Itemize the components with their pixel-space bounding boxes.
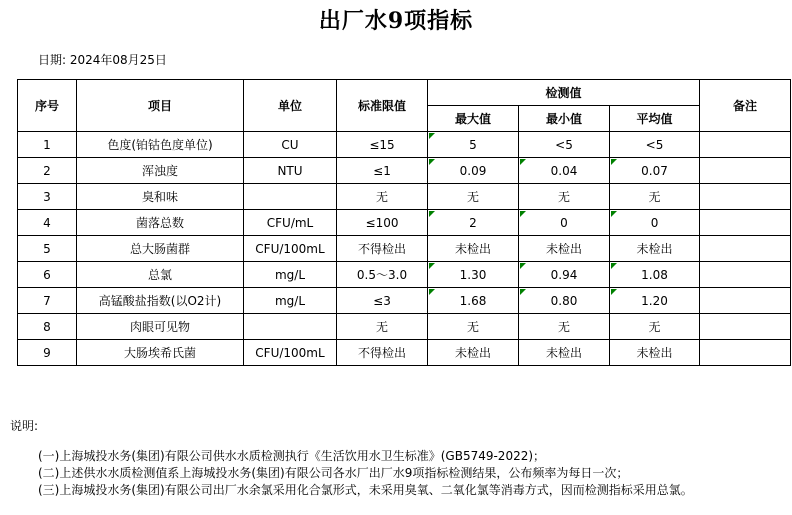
cell-min: 未检出 [519,340,610,366]
cell-min: <5 [519,132,610,158]
cell-avg: 未检出 [610,236,700,262]
header-detection: 检测值 [428,80,700,106]
table-row [18,340,791,366]
water-quality-table [17,79,791,366]
page-title: 出厂水9项指标 [318,8,474,34]
cell-max: 0.09 [428,158,519,184]
cell-no: 6 [18,262,77,288]
cell-remark [700,158,791,184]
cell-max: 无 [428,184,519,210]
cell-limit: ≤100 [337,210,428,236]
cell-min: 无 [519,184,610,210]
cell-item: 肉眼可见物 [77,314,244,340]
cell-item: 总大肠菌群 [77,236,244,262]
cell-limit: ≤3 [337,288,428,314]
cell-item: 臭和味 [77,184,244,210]
cell-max: 2 [428,210,519,236]
report-date: 日期: 2024年08月25日 [38,53,167,67]
cell-remark [700,314,791,340]
cell-unit: mg/L [244,262,337,288]
cell-min: 0.80 [519,288,610,314]
cell-unit: mg/L [244,288,337,314]
note-item-1: (一)上海城投水务(集团)有限公司供水水质检测执行《生活饮用水卫生标准》(GB5749-2022)； [38,449,546,463]
header-max: 最大值 [428,106,519,132]
cell-item: 浑浊度 [77,158,244,184]
cell-remark [700,132,791,158]
cell-limit: 不得检出 [337,340,428,366]
cell-unit: CFU/100mL [244,340,337,366]
table-row [18,184,791,210]
cell-no: 4 [18,210,77,236]
cell-avg: <5 [610,132,700,158]
cell-limit: 无 [337,184,428,210]
cell-max: 无 [428,314,519,340]
cell-unit: NTU [244,158,337,184]
cell-item: 大肠埃希氏菌 [77,340,244,366]
cell-no: 2 [18,158,77,184]
cell-max: 未检出 [428,236,519,262]
cell-max: 5 [428,132,519,158]
cell-no: 5 [18,236,77,262]
cell-remark [700,262,791,288]
header-limit: 标准限值 [337,80,428,132]
cell-max: 1.68 [428,288,519,314]
cell-avg: 无 [610,314,700,340]
cell-avg: 无 [610,184,700,210]
table-header-row-1 [18,80,791,106]
cell-no: 3 [18,184,77,210]
cell-unit: CFU/mL [244,210,337,236]
notes-label: 说明: [10,419,39,433]
cell-limit: 无 [337,314,428,340]
cell-item: 菌落总数 [77,210,244,236]
cell-limit: 0.5～3.0 [337,262,428,288]
cell-remark [700,236,791,262]
cell-no: 7 [18,288,77,314]
cell-no: 1 [18,132,77,158]
cell-limit: ≤15 [337,132,428,158]
table-row [18,288,791,314]
cell-limit: 不得检出 [337,236,428,262]
header-item: 项目 [77,80,244,132]
cell-max: 未检出 [428,340,519,366]
cell-min: 无 [519,314,610,340]
header-unit: 单位 [244,80,337,132]
cell-avg: 1.08 [610,262,700,288]
notes-list [38,448,693,499]
cell-avg: 0.07 [610,158,700,184]
header-remark: 备注 [700,80,791,132]
cell-remark [700,340,791,366]
table-row [18,262,791,288]
table-row [18,314,791,340]
cell-no: 9 [18,340,77,366]
cell-remark [700,184,791,210]
cell-unit: CFU/100mL [244,236,337,262]
cell-item: 色度(铂钴色度单位) [77,132,244,158]
table-row [18,132,791,158]
cell-avg: 0 [610,210,700,236]
table-row [18,210,791,236]
cell-min: 0 [519,210,610,236]
header-min: 最小值 [519,106,610,132]
cell-avg: 1.20 [610,288,700,314]
header-no: 序号 [18,80,77,132]
cell-no: 8 [18,314,77,340]
cell-min: 未检出 [519,236,610,262]
note-item-3: (三)上海城投水务(集团)有限公司出厂水余氯采用化合氯形式，未采用臭氧、二氧化氯等消毒方式，因而检测指标采用总氯。 [38,483,693,497]
cell-min: 0.94 [519,262,610,288]
cell-item: 高锰酸盐指数(以O2计) [77,288,244,314]
table-row [18,236,791,262]
cell-remark [700,210,791,236]
cell-unit [244,184,337,210]
cell-avg: 未检出 [610,340,700,366]
cell-item: 总氯 [77,262,244,288]
cell-limit: ≤1 [337,158,428,184]
cell-max: 1.30 [428,262,519,288]
cell-min: 0.04 [519,158,610,184]
note-item-2: (二)上述供水水质检测值系上海城投水务(集团)有限公司各水厂出厂水9项指标检测结果，公布频率为每日一次； [38,466,629,480]
cell-unit: CU [244,132,337,158]
cell-unit [244,314,337,340]
header-avg: 平均值 [610,106,700,132]
cell-remark [700,288,791,314]
table-row [18,158,791,184]
